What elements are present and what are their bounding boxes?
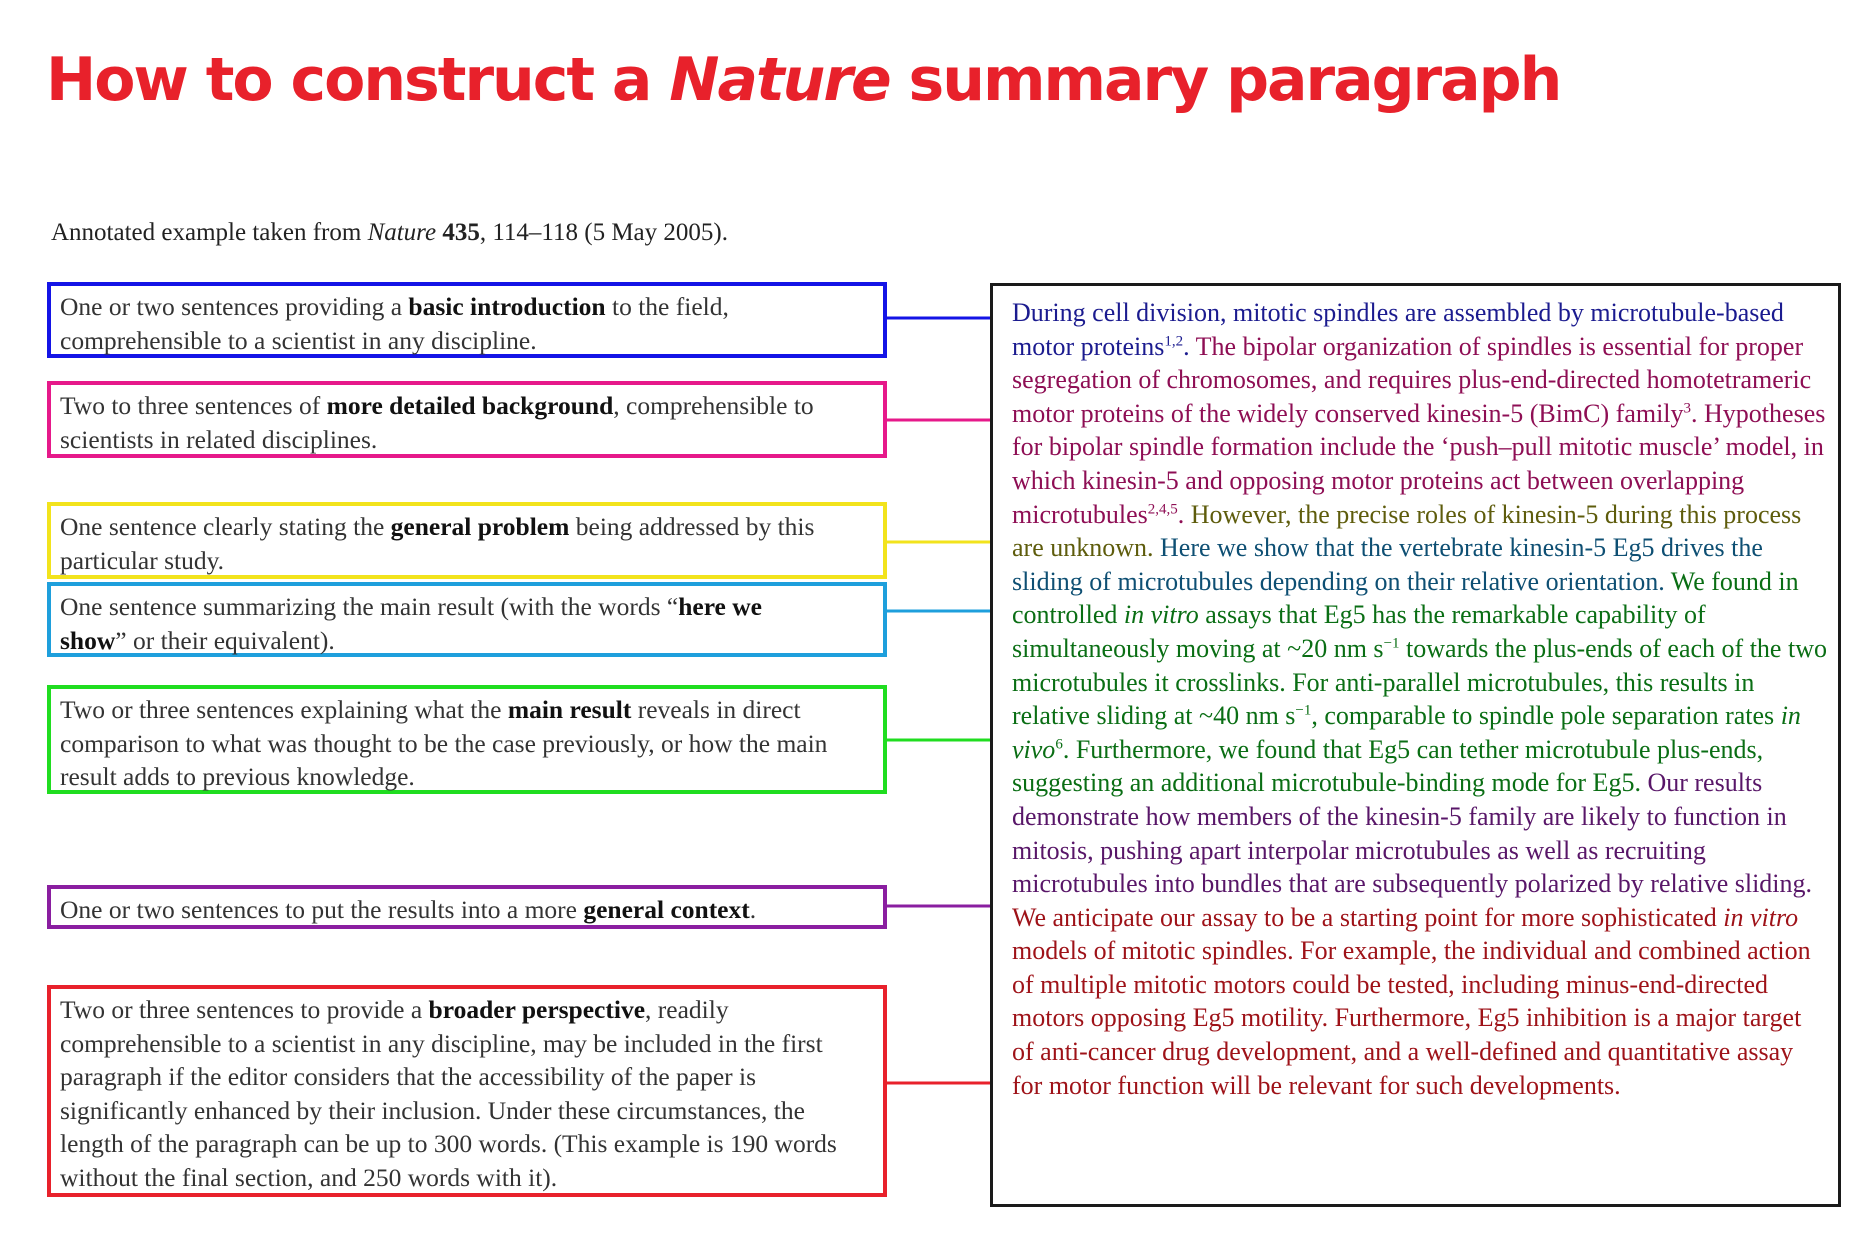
summary-text: . Hypotheses for bipolar spindle formation include the ‘push–pull mitotic muscle’ model, in which kinesin-5 and opposing motor proteins act between overlapping microtubules [1012, 398, 1826, 529]
summary-result [1012, 567, 1827, 798]
summary-text: assays that Eg5 has the remarkable capability of simultaneously moving at ~20 nm s [1012, 600, 1706, 663]
annotation-keyword: general context [583, 895, 750, 924]
source-prefix: Annotated example taken from [51, 219, 368, 246]
summary-text: , comparable to spindle pole separation rates [1311, 701, 1781, 731]
summary-text: . [1183, 331, 1190, 361]
annotation-keyword: main result [507, 695, 632, 724]
annotation-text: One or two sentences providing a [60, 292, 409, 321]
unit-exponent: −1 [1383, 635, 1400, 652]
summary-text: During cell division, mitotic spindles are assembled by microtubule-based motor proteins [1012, 298, 1784, 361]
annotation-text: being addressed by this particular study. [60, 512, 815, 575]
summary-italic: in vitro [1723, 902, 1799, 932]
summary-text: . [1177, 499, 1185, 529]
summary-italic: in vivo [1012, 701, 1801, 764]
source-journal: Nature [367, 219, 437, 246]
reference-mark: 6 [1055, 736, 1063, 753]
annotation-text: Two to three sentences of [60, 391, 327, 420]
summary-text: We found in controlled [1012, 566, 1799, 630]
summary-perspective [1012, 903, 1811, 1100]
annotation-keyword: show [60, 625, 116, 655]
title-nature: Nature [669, 45, 890, 115]
reference-mark: 1,2 [1164, 332, 1184, 349]
annotation-text: , readily comprehensible to a scientist in any discipline, may be included in the first paragraph if the editor considers that the accessibility of the paper is significantly enhanced by their inclusion. Under these circumstances, the length of the paragraph can be up to 300 words. (This example is 190 words without the final section, and 250 words with it). [60, 995, 837, 1192]
summary-text: We anticipate our assay to be a starting point for more sophisticated [1012, 902, 1724, 932]
annotation-keyword: more detailed background [326, 391, 614, 420]
reference-mark: 2,4,5 [1147, 500, 1178, 517]
annotation-keyword: here we [678, 592, 762, 621]
summary-paragraph [990, 283, 1841, 1207]
summary-problem: However, the precise roles of kinesin-5 during this process are unknown. [1012, 499, 1802, 563]
annotation-text: reveals in direct comparison to what was thought to be the case previously, or how the main result adds to previous knowledge. [60, 695, 828, 791]
annotation-text: Two or three sentences explaining what the [60, 695, 508, 724]
annotation-text: , comprehensible to scientists in related disciplines. [60, 391, 814, 454]
source-rest: , 114–118 (5 May 2005). [479, 219, 728, 246]
annotation-text: One sentence summarizing the main result (with the words “ [60, 592, 679, 621]
annotation-text: . [749, 895, 757, 924]
summary-text: The bipolar organization of spindles is essential for proper segregation of chromosomes, and requires plus-end-directed homotetrameric motor proteins of the widely conserved kinesin-5 (BimC) family [1012, 331, 1812, 428]
summary-text: towards the plus-ends of each of the two microtubules it crosslinks. For anti-parallel microtubules, this results in relative sliding at ~40 nm s [1012, 633, 1827, 731]
summary-text: . Furthermore, we found that Eg5 can tether microtubule plus-ends, suggesting an additional microtubule-binding mode for Eg5. [1012, 734, 1764, 798]
annotation-text: ” or their equivalent). [115, 625, 335, 655]
annotation-text: Two or three sentences to provide a [60, 995, 429, 1024]
summary-italic: in vitro [1123, 600, 1199, 630]
annotation-keyword: general problem [390, 512, 570, 541]
source-volume: 435 [442, 219, 480, 246]
annotation-text: One sentence clearly stating the [60, 512, 391, 541]
unit-exponent: −1 [1295, 702, 1312, 719]
annotation-keyword: basic introduction [408, 292, 606, 321]
title-suffix: summary paragraph [889, 45, 1561, 115]
summary-text: models of mitotic spindles. For example, the individual and combined action of multiple mitotic motors could be tested, including minus-end-directed motors opposing Eg5 motility. Furthermore, Eg5 inhibition is a major target of anti-cancer drug development, and a well-defined and quantitative assay for motor function will be relevant for such developments. [1012, 936, 1811, 1100]
title-prefix: How to construct a [46, 45, 670, 115]
summary-main-result: Here we show that the vertebrate kinesin-5 Eg5 drives the sliding of microtubules depending on their relative orientation. [1012, 533, 1763, 596]
annotation-text: to the field, comprehensible to a scientist in any discipline. [60, 292, 729, 355]
annotation-text: One or two sentences to put the results into a more [60, 895, 584, 924]
annotation-keyword: broader perspective [428, 995, 646, 1024]
reference-mark: 3 [1683, 400, 1692, 417]
summary-context: Our results demonstrate how members of the kinesin-5 family are likely to function in mitosis, pushing apart interpolar microtubules as well as recruiting microtubules into bundles that are subsequently polarized by relative sliding. [1012, 768, 1813, 899]
